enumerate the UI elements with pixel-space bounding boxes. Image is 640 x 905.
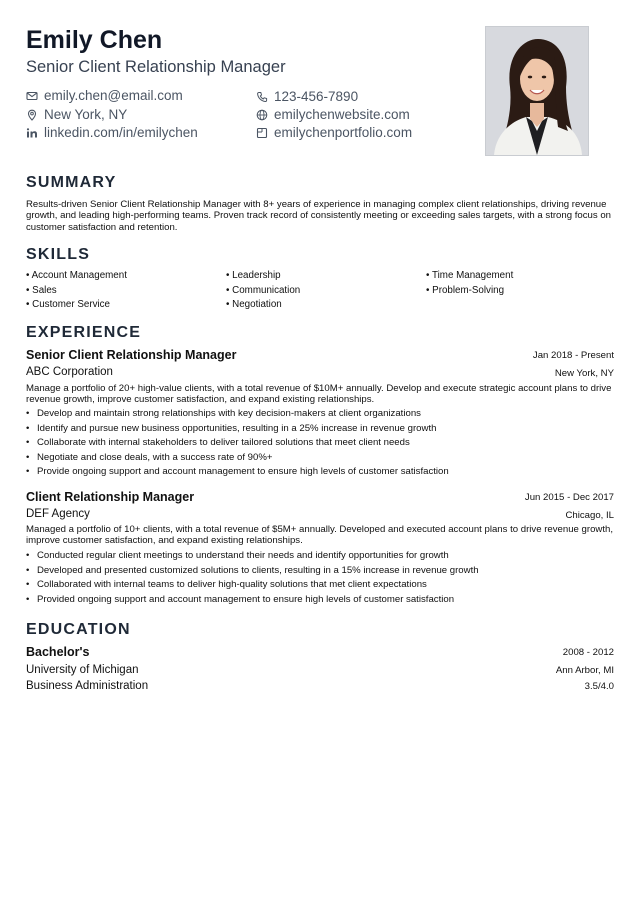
job-dates: Jan 2018 - Present <box>532 350 614 361</box>
candidate-title: Senior Client Relationship Manager <box>26 58 286 76</box>
job-bullet: • Negotiate and close deals, with a success rate of 90%+ <box>26 452 273 463</box>
phone-icon <box>256 91 268 103</box>
summary-heading: SUMMARY <box>26 174 117 191</box>
contact-phone[interactable] <box>256 89 358 104</box>
job-location: New York, NY <box>554 368 614 379</box>
education-school: University of Michigan <box>26 664 139 676</box>
contact-portfolio[interactable] <box>256 125 412 140</box>
contact-location <box>26 107 127 122</box>
linkedin-icon <box>26 127 38 139</box>
job-bullet: • Provide ongoing support and account management to ensure high levels of customer satisfaction <box>26 466 449 477</box>
job-description: Manage a portfolio of 20+ high-value clients, with a total revenue of $10M+ annually. Develop and execute strategic account plans to drive revenue growth, improve customer satisfaction, and expand existing relationships. <box>26 383 612 406</box>
job-bullet: • Collaborated with internal teams to deliver high-quality solutions that met client expectations <box>26 579 427 590</box>
location-icon <box>26 109 38 121</box>
job-bullet: • Identify and pursue new business opportunities, resulting in a 25% increase in revenue growth <box>26 423 437 434</box>
skill-item: • Problem-Solving <box>426 285 505 296</box>
education-field: Business Administration <box>26 680 149 692</box>
contact-linkedin-text: linkedin.com/in/emilychen <box>44 125 198 140</box>
globe-icon <box>256 109 268 121</box>
contact-email-text: emily.chen@email.com <box>44 88 183 103</box>
contact-portfolio-text: emilychenportfolio.com <box>274 125 413 140</box>
mail-icon <box>26 90 38 102</box>
contact-website[interactable] <box>256 107 410 122</box>
profile-photo <box>485 26 589 156</box>
contact-phone-text: 123-456-7890 <box>274 89 359 104</box>
skill-item: • Sales <box>26 285 57 296</box>
skill-item: • Account Management <box>26 270 127 281</box>
job-bullet: • Developed and presented customized solutions to clients, resulting in a 15% increase in revenue growth <box>26 565 479 576</box>
job-bullet: • Collaborate with internal stakeholders to deliver tailored solutions that meet client needs <box>26 437 410 448</box>
education-degree: Bachelor's <box>26 645 90 659</box>
job-bullet: • Provided ongoing support and account management to ensure high levels of customer satisfaction <box>26 594 455 605</box>
job-company: ABC Corporation <box>26 366 113 378</box>
job-title: Senior Client Relationship Manager <box>26 348 237 362</box>
skills-heading: SKILLS <box>26 246 91 263</box>
job-bullet: • Conducted regular client meetings to understand their needs and identify opportunities for growth <box>26 550 449 561</box>
contact-location-text: New York, NY <box>44 107 128 122</box>
skill-item: • Customer Service <box>26 299 111 310</box>
experience-heading: EXPERIENCE <box>26 324 142 341</box>
skill-item: • Communication <box>226 285 301 296</box>
job-dates: Jun 2015 - Dec 2017 <box>524 492 614 503</box>
skill-item: • Leadership <box>226 270 281 281</box>
skill-item: • Negotiation <box>226 299 282 310</box>
education-gpa: 3.5/4.0 <box>584 681 614 692</box>
portfolio-icon <box>256 127 268 139</box>
contact-email[interactable] <box>26 88 183 103</box>
candidate-name: Emily Chen <box>26 26 163 54</box>
job-description: Managed a portfolio of 10+ clients, with a total revenue of $5M+ annually. Developed and executed account plans to drive revenue growth, improve customer satisfaction, and expand existing relationships. <box>26 524 614 547</box>
summary-text: Results-driven Senior Client Relationship Manager with 8+ years of experience in managing complex client relationships, driving revenue growth, and leading high-performing teams. Proven track record of consistently meeting or exceeding sales targets, with a strong focus on customer satisfaction and retention. <box>26 199 611 233</box>
skill-item: • Time Management <box>426 270 514 281</box>
job-title: Client Relationship Manager <box>26 490 195 504</box>
job-company: DEF Agency <box>26 508 90 520</box>
education-heading: EDUCATION <box>26 621 131 638</box>
contact-linkedin[interactable] <box>26 125 198 140</box>
education-dates: 2008 - 2012 <box>562 647 614 658</box>
job-bullet: • Develop and maintain strong relationships with key decision-makers at client organizations <box>26 408 421 419</box>
education-location: Ann Arbor, MI <box>555 665 614 676</box>
job-location: Chicago, IL <box>565 510 614 521</box>
contact-website-text: emilychenwebsite.com <box>274 107 410 122</box>
